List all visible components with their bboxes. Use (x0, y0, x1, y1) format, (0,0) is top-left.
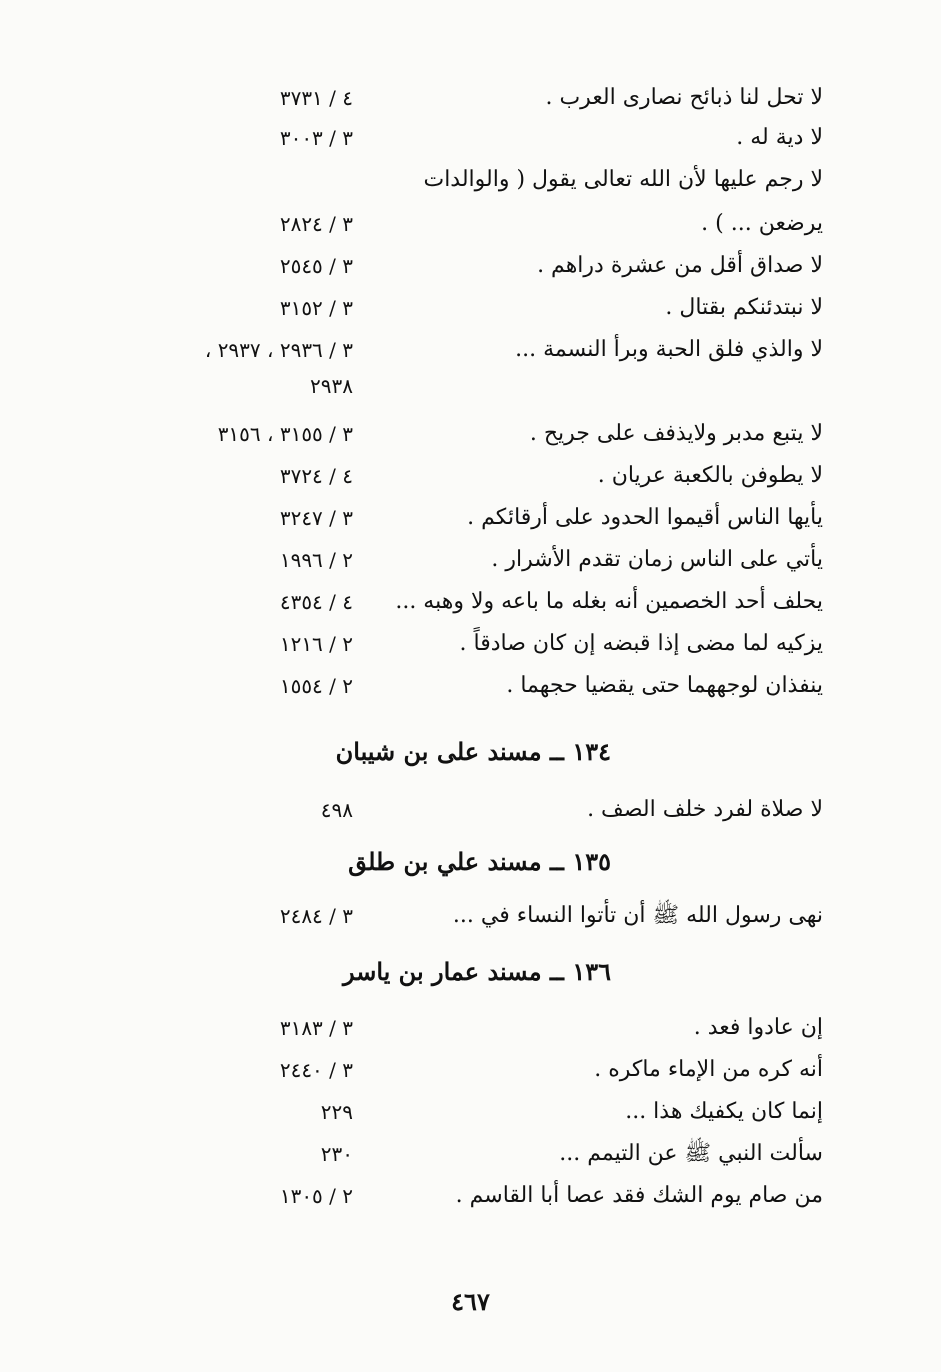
hadith-reference: ٣ / ٢٤٤٠ (279, 1058, 353, 1082)
section-heading: ١٣٥ ــ مسند علي بن طلق (348, 847, 611, 876)
hadith-text: لا والذي فلق الحبة وبرأ النسمة ... (515, 337, 823, 362)
hadith-text: لا يتبع مدبر ولايذفف على جريح . (529, 421, 823, 446)
hadith-reference: ٤ / ٣٧٣١ (279, 86, 353, 110)
hadith-entry (140, 540, 823, 580)
hadith-text: إنما كان يكفيك هذا ... (625, 1099, 823, 1124)
hadith-entry (140, 1008, 823, 1048)
hadith-entry (140, 582, 823, 622)
hadith-entry (140, 1176, 823, 1216)
hadith-reference: ٤ / ٤٣٥٤ (279, 590, 353, 614)
hadith-text: يحلف أحد الخصمين أنه بغله ما باعه ولا وهبه ... (395, 589, 823, 614)
hadith-text: لا دية له . (736, 125, 823, 150)
hadith-entry (140, 790, 823, 830)
hadith-reference: ٢ / ١٢١٦ (279, 632, 353, 656)
hadith-text: سألت النبي ﷺ عن التيمم ... (559, 1141, 823, 1166)
hadith-text: يأتي على الناس زمان تقدم الأشرار . (491, 547, 823, 572)
hadith-reference: ٣ / ٢٤٨٤ (279, 904, 353, 928)
hadith-text: يأيها الناس أقيموا الحدود على أرقائكم . (467, 505, 823, 530)
hadith-text: يرضعن ... ) . (701, 211, 823, 236)
hadith-entry (140, 1092, 823, 1132)
hadith-reference: ٤٩٨ (320, 798, 353, 822)
hadith-text: لا صداق أقل من عشرة دراهم . (537, 253, 823, 278)
hadith-reference: ٣ / ٣٠٠٣ (279, 126, 353, 150)
hadith-entry (140, 366, 823, 406)
hadith-text: يزكيه لما مضى إذا قبضه إن كان صادقاً . (459, 631, 823, 656)
hadith-text: لا صلاة لفرد خلف الصف . (587, 797, 823, 822)
hadith-reference: ٢٢٩ (320, 1100, 353, 1124)
hadith-reference: ٤ / ٣٧٢٤ (279, 464, 353, 488)
hadith-reference: ٢٣٠ (320, 1142, 353, 1166)
hadith-reference: ٣ / ٢٩٣٦ ، ٢٩٣٧ ، (204, 338, 353, 362)
hadith-text: لا تحل لنا ذبائح نصارى العرب . (545, 85, 823, 110)
hadith-reference: ٣ / ٣١٨٣ (279, 1016, 353, 1040)
hadith-text: لا نبتدئنكم بقتال . (665, 295, 823, 320)
hadith-entry (140, 288, 823, 328)
hadith-reference: ٢ / ١٩٩٦ (279, 548, 353, 572)
hadith-entry (140, 896, 823, 936)
page-number: ٤٦٧ (451, 1287, 490, 1316)
hadith-reference: ٢ / ١٣٠٥ (279, 1184, 353, 1208)
hadith-entry (140, 624, 823, 664)
hadith-reference: ٣ / ٣١٥٥ ، ٣١٥٦ (217, 422, 353, 446)
hadith-text: لا يطوفن بالكعبة عريان . (597, 463, 823, 488)
hadith-reference: ٢ / ١٥٥٤ (279, 674, 353, 698)
hadith-reference: ٣ / ٢٥٤٥ (279, 254, 353, 278)
hadith-reference: ٢٩٣٨ (310, 374, 353, 398)
hadith-text: ينفذان لوجههما حتى يقضيا حجهما . (506, 673, 823, 698)
hadith-text: إن عادوا فعد . (693, 1015, 823, 1040)
section-heading: ١٣٤ ــ مسند على بن شيبان (335, 737, 611, 766)
hadith-entry (140, 118, 823, 158)
hadith-reference: ٣ / ٣٢٤٧ (279, 506, 353, 530)
hadith-entry (140, 498, 823, 538)
hadith-entry (140, 456, 823, 496)
hadith-reference: ٣ / ٣١٥٢ (279, 296, 353, 320)
hadith-text: أنه كره من الإماء ماكره . (594, 1057, 823, 1082)
hadith-entry (140, 204, 823, 244)
hadith-entry (140, 666, 823, 706)
section-heading: ١٣٦ ــ مسند عمار بن ياسر (342, 957, 611, 986)
hadith-text: نهى رسول الله ﷺ أن تأتوا النساء في ... (452, 903, 823, 928)
hadith-entry (140, 414, 823, 454)
hadith-text: لا رجم عليها لأن الله تعالى يقول ( والوالدات (423, 167, 823, 192)
hadith-entry (140, 78, 823, 118)
hadith-entry (140, 246, 823, 286)
hadith-entry (140, 1050, 823, 1090)
hadith-entry (140, 1134, 823, 1174)
hadith-reference: ٣ / ٢٨٢٤ (279, 212, 353, 236)
hadith-entry (140, 330, 823, 370)
hadith-text: من صام يوم الشك فقد عصا أبا القاسم . (455, 1183, 823, 1208)
hadith-entry (140, 160, 823, 200)
